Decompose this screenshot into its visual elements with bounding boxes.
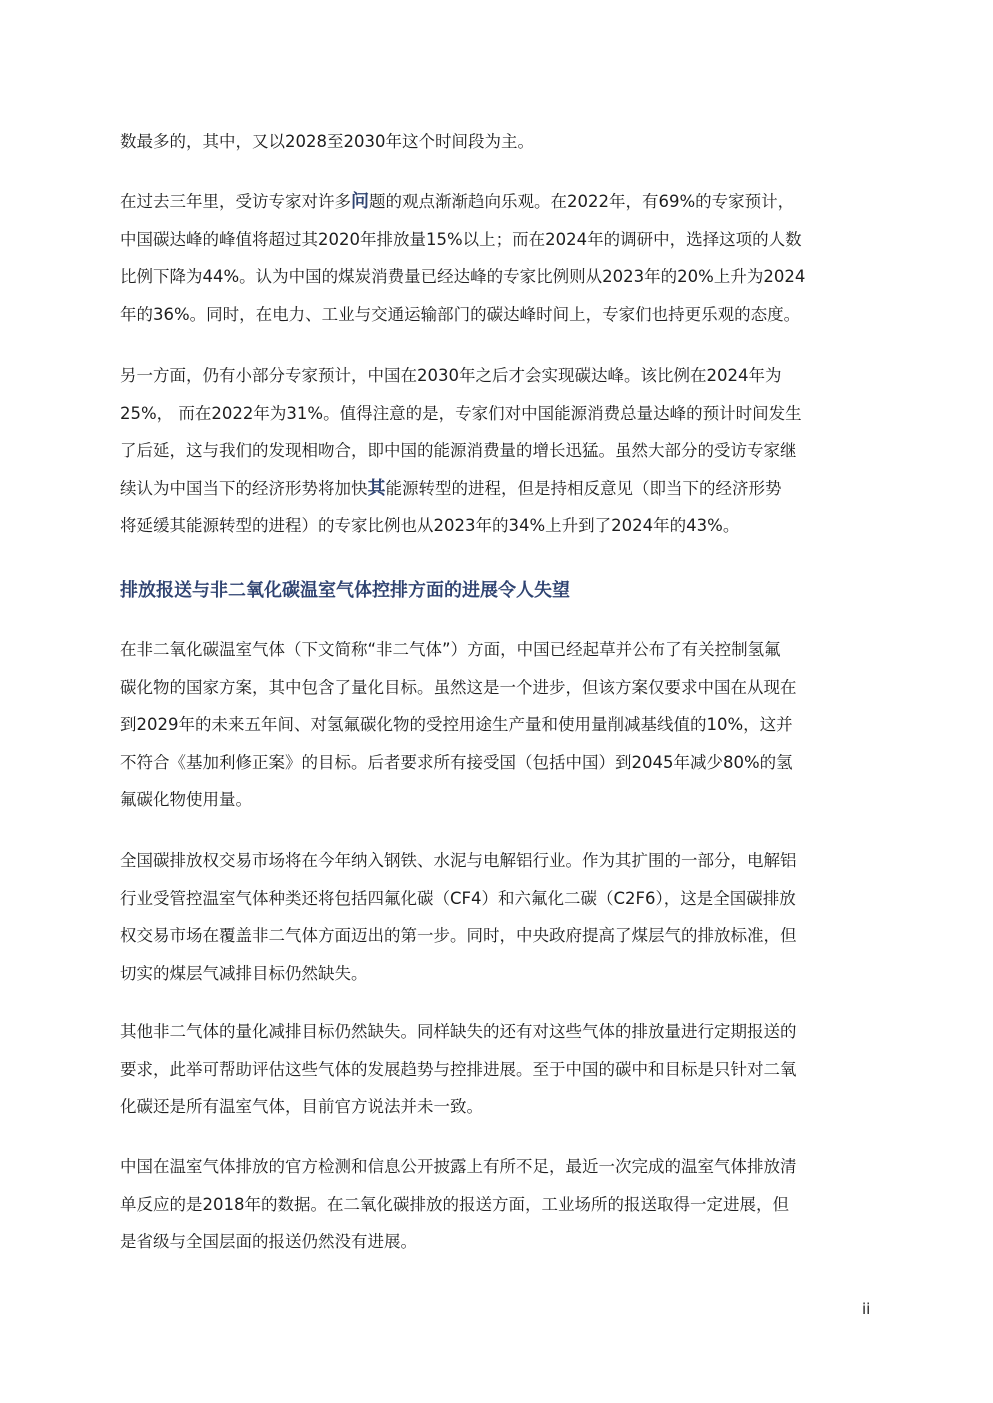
text-line: 化碳还是所有温室气体，目前官方说法并未一致。 — [120, 1097, 483, 1116]
text-line: 另一方面，仍有小部分专家预计，中国在2030年之后才会实现碳达峰。该比例在2024年为 — [120, 366, 782, 385]
text-line: 到2029年的未来五年间、对氢氟碳化物的受控用途生产量和使用量削减基线值的10%，这并 — [120, 715, 793, 734]
text-line: 比例下降为44%。认为中国的煤炭消费量已经达峰的专家比例则从2023年的20%上升为2024 — [120, 267, 806, 286]
text-line: 将延缓其能源转型的进程）的专家比例也从2023年的34%上升到了2024年的43%。 — [120, 516, 740, 535]
paragraph-ets-expansion — [120, 842, 880, 992]
text-line: 25%， 而在2022年为31%。值得注意的是，专家们对中国能源消费总量达峰的预计时间发生 — [120, 403, 802, 423]
text-line: 行业受管控温室气体种类还将包括四氟化碳（CF4）和六氟化二碳（C2F6），这是全国碳排放 — [120, 888, 796, 908]
text-line: 全国碳排放权交易市场将在今年纳入钢铁、水泥与电解铝行业。作为其扩围的一部分，电解铝 — [120, 851, 797, 870]
text-line: 要求，此举可帮助评估这些气体的发展趋势与控排进展。至于中国的碳中和目标是只针对二氧 — [120, 1059, 797, 1079]
text-line: 单反应的是2018年的数据。在二氧化碳排放的报送方面，工业场所的报送取得一定进展，但 — [120, 1194, 789, 1214]
text-line: 不符合《基加利修正案》的目标。后者要求所有接受国（包括中国）到2045年减少80%的氢 — [120, 752, 793, 772]
text-segment: 题的观点渐渐趋向乐观。在2022年，有69%的专家预计， — [369, 192, 795, 211]
text-segment: 在过去三年里，受访专家对许多 — [120, 192, 351, 211]
paragraph-expert-optimism — [120, 183, 880, 333]
text-line: 氟碳化物使用量。 — [120, 790, 252, 809]
text-line: 在非二氧化碳温室气体（下文简称“非二气体”）方面，中国已经起草并公布了有关控制氢氟 — [120, 640, 781, 659]
emphasized-character: 其 — [367, 477, 386, 499]
text-line — [120, 470, 880, 508]
text-line: 中国碳达峰的峰值将超过其2020年排放量15%以上；而在2024年的调研中，选择这项的人数 — [120, 229, 802, 249]
text-line: 碳化物的国家方案，其中包含了量化目标。虽然这是一个进步，但该方案仅要求中国在从现在 — [120, 677, 797, 697]
text-segment: 续认为中国当下的经济形势将加快 — [120, 478, 368, 498]
text-line: 其他非二气体的量化减排目标仍然缺失。同样缺失的还有对这些气体的排放量进行定期报送的 — [120, 1022, 797, 1041]
text-line — [120, 183, 880, 221]
page-number: ii — [862, 1300, 871, 1318]
text-line: 权交易市场在覆盖非二气体方面迈出的第一步。同时，中央政府提高了煤层气的排放标准，但 — [120, 926, 797, 945]
text-line: 了后延，这与我们的发现相吻合，即中国的能源消费量的增长迅猛。虽然大部分的受访专家继 — [120, 441, 797, 460]
text-line: 年的36%。同时，在电力、工业与交通运输部门的碳达峰时间上，专家们也持更乐观的态度。 — [120, 304, 801, 324]
paragraph-missing-targets — [120, 1013, 880, 1126]
text-segment: 能源转型的进程，但是持相反意见（即当下的经济形势 — [385, 478, 782, 498]
paragraph-hfc-plan — [120, 631, 880, 819]
text-line: 是省级与全国层面的报送仍然没有进展。 — [120, 1232, 417, 1251]
text-line: 中国在温室气体排放的官方检测和信息公开披露上有所不足，最近一次完成的温室气体排放清 — [120, 1157, 797, 1176]
text-line: 切实的煤层气减排目标仍然缺失。 — [120, 963, 368, 983]
paragraph-peak-delay — [120, 357, 880, 545]
emphasized-character: 问 — [351, 191, 369, 212]
paragraph-continuation — [120, 123, 880, 161]
paragraph-reporting — [120, 1148, 880, 1261]
text-line: 数最多的，其中，又以2028至2030年这个时间段为主。 — [120, 132, 534, 151]
section-heading: 排放报送与非二氧化碳温室气体控排方面的进展令人失望 — [120, 580, 570, 601]
